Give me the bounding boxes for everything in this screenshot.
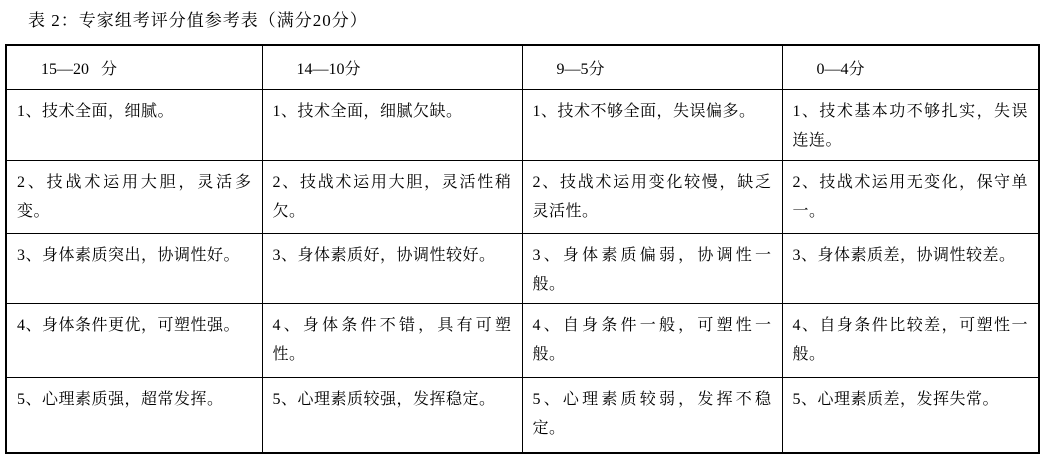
column-header-15-20: 15—20 分 [6,45,262,90]
table-cell: 5、心理素质强，超常发挥。 [6,378,262,453]
table-cell: 2、技战术运用无变化，保守单一。 [782,161,1039,234]
table-cell: 3、身体素质突出，协调性好。 [6,234,262,304]
column-header-9-5: 9—5分 [522,45,782,90]
table-row [6,161,1039,234]
table-body [6,90,1039,453]
table-row [6,90,1039,161]
table-caption: 表 2：专家组考评分值参考表（满分20分） [28,11,368,30]
table-cell: 3、身体素质差，协调性较差。 [782,234,1039,304]
table-cell: 1、技术基本功不够扎实，失误连连。 [782,90,1039,161]
table-cell: 5、心理素质较弱，发挥不稳定。 [522,378,782,453]
table-cell: 2、技战术运用变化较慢，缺乏灵活性。 [522,161,782,234]
column-header-0-4: 0—4分 [782,45,1039,90]
table-cell: 4、身体条件更优，可塑性强。 [6,304,262,378]
table-cell: 1、技术全面，细腻。 [6,90,262,161]
table-cell: 3、身体素质偏弱，协调性一般。 [522,234,782,304]
table-row [6,304,1039,378]
table-cell: 3、身体素质好，协调性较好。 [262,234,522,304]
table-cell: 4、身体条件不错，具有可塑性。 [262,304,522,378]
table-cell: 2、技战术运用大胆，灵活多变。 [6,161,262,234]
column-header-14-10: 14—10分 [262,45,522,90]
table-row [6,234,1039,304]
table-cell: 1、技术不够全面，失误偏多。 [522,90,782,161]
table-cell: 5、心理素质较强，发挥稳定。 [262,378,522,453]
table-cell: 4、自身条件比较差，可塑性一般。 [782,304,1039,378]
header-row [6,45,1039,90]
table-cell: 4、自身条件一般，可塑性一般。 [522,304,782,378]
table-cell: 5、心理素质差，发挥失常。 [782,378,1039,453]
table-cell: 1、技术全面，细腻欠缺。 [262,90,522,161]
score-reference-table [5,44,1040,454]
table-cell: 2、技战术运用大胆，灵活性稍欠。 [262,161,522,234]
table-row [6,378,1039,453]
